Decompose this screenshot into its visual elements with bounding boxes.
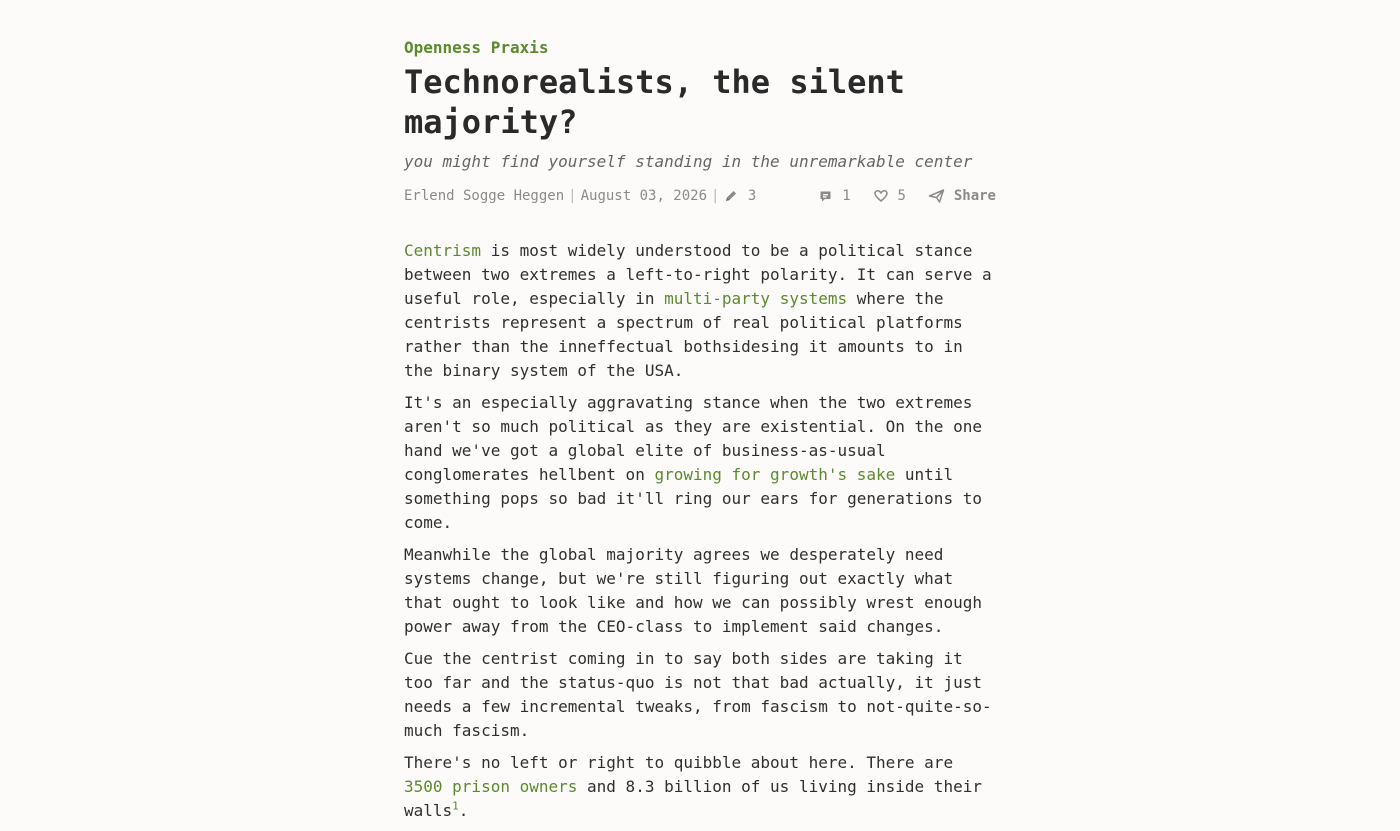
paragraph-text: and 8.3 billion of us living inside their walls (404, 777, 982, 820)
article-subtitle: you might find yourself standing in the unremarkable center (404, 152, 973, 171)
footnote-ref[interactable]: 1 (452, 799, 459, 813)
paragraph: Meanwhile the global majority agrees we desperately need systems change, but we're still figuring out exactly what that ought to look like and how we can possibly wrest enough power away from the CEO-class to implement said changes. (404, 545, 982, 636)
paragraph (404, 391, 996, 535)
centrism-link[interactable]: Centrism (404, 241, 482, 260)
share-label: Share (953, 188, 996, 204)
paragraph (404, 751, 996, 823)
like-button[interactable] (873, 188, 914, 204)
paragraph-text: where the centrists represent a spectrum of real political platforms rather than the inneffectual bothsidesing it amounts to in the binary system of the USA. (404, 289, 963, 380)
publish-date: August 03, 2026 (580, 188, 708, 204)
paragraph-text: until something pops so bad it'll ring our ears for generations to come. (404, 465, 982, 532)
paragraph: Cue the centrist coming in to say both sides are taking it too far and the status-quo is not that bad actually, it just needs a few incremental tweaks, from fascism to not-quite-so-much fascism. (404, 649, 992, 740)
send-icon (928, 188, 945, 204)
comment-icon (818, 188, 834, 204)
article-title: Technorealists, the silent majority? (404, 63, 905, 141)
comments-count: 1 (842, 188, 851, 204)
comments-button[interactable] (818, 188, 859, 204)
pencil-icon (723, 188, 739, 204)
growth-link[interactable]: growing for growth's sake (654, 465, 896, 484)
engagement-bar (804, 185, 996, 207)
paragraph-text: It's an especially aggravating stance when the two extremes aren't so much political as they are existential. On the one hand we've got a global elite of business-as-usual conglomerates hellbent on (404, 393, 982, 484)
article-body (404, 239, 996, 831)
share-button[interactable] (928, 188, 996, 204)
edits-count: 3 (747, 188, 757, 204)
article-meta (404, 185, 996, 207)
paragraph (404, 239, 996, 383)
prison-owners-link[interactable]: 3500 prison owners (404, 777, 578, 796)
byline (404, 185, 756, 207)
meta-divider: | (568, 188, 577, 204)
paragraph-text: . (458, 801, 469, 820)
likes-count: 5 (897, 188, 906, 204)
heart-icon (873, 188, 889, 204)
publication-link[interactable]: Openness Praxis (404, 38, 549, 57)
meta-divider: | (711, 188, 720, 204)
paragraph-text: There's no left or right to quibble about here. There are (404, 753, 954, 772)
paragraph-text: is most widely understood to be a political stance between two extremes a left-to-right polarity. It can serve a useful role, especially in (404, 241, 992, 308)
multi-party-systems-link[interactable]: multi-party systems (664, 289, 848, 308)
author-link[interactable]: Erlend Sogge Heggen (404, 188, 565, 204)
